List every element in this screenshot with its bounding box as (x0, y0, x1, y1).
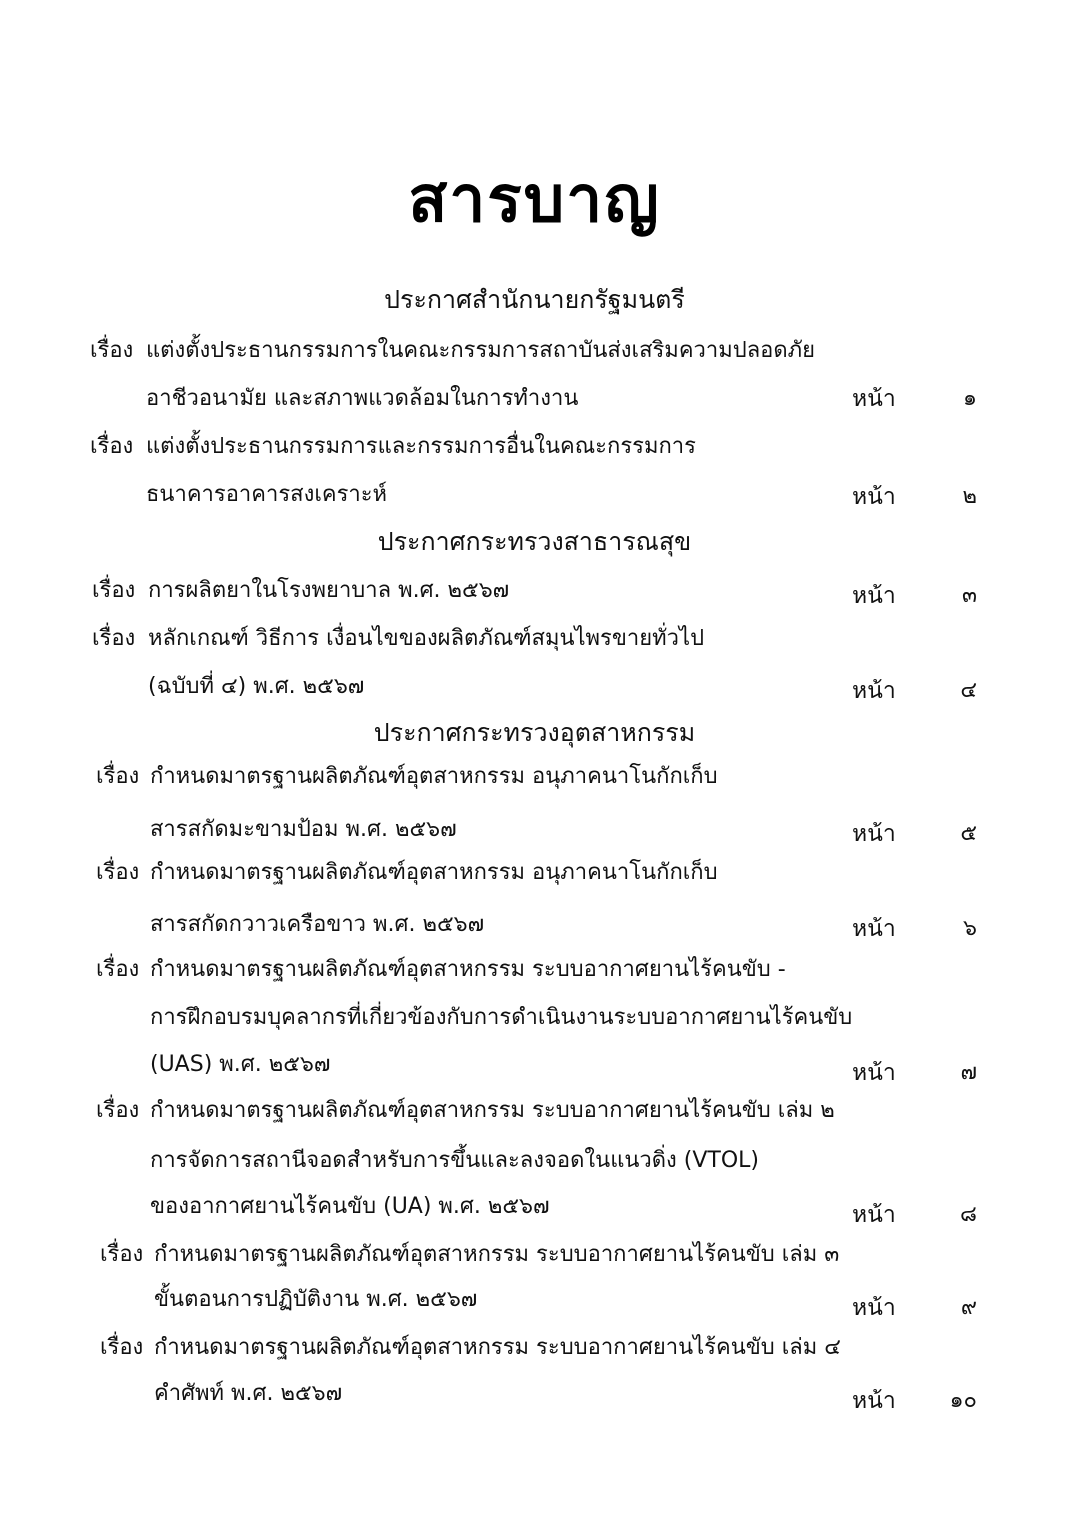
entry-title-line: กำหนดมาตรฐานผลิตภัณฑ์อุตสาหกรรม ระบบอากาศยานไร้คนขับ - (150, 957, 786, 982)
entry-title-line: สารสกัดมะขามป้อม พ.ศ. ๒๕๖๗ (150, 817, 457, 842)
page-word: หน้า (852, 484, 896, 510)
entry-title-line: กำหนดมาตรฐานผลิตภัณฑ์อุตสาหกรรม ระบบอากาศยานไร้คนขับ เล่ม ๒ (150, 1098, 835, 1123)
page-word: หน้า (852, 678, 896, 704)
entry-title-line: กำหนดมาตรฐานผลิตภัณฑ์อุตสาหกรรม อนุภาคนาโนกักเก็บ (150, 764, 718, 789)
entry-title-line: สารสกัดกวาวเครือขาว พ.ศ. ๒๕๖๗ (150, 912, 485, 937)
page-number: ๓ (961, 583, 977, 608)
entry-title-line: การฝึกอบรมบุคลากรที่เกี่ยวข้องกับการดำเนินงานระบบอากาศยานไร้คนขับ (150, 1005, 853, 1030)
page-number: ๒ (962, 484, 977, 509)
page-number: ๖ (963, 916, 977, 941)
entry-label: เรื่อง (96, 1098, 140, 1123)
entry-title-line: (UAS) พ.ศ. ๒๕๖๗ (150, 1052, 331, 1077)
entry-title-line: ขั้นตอนการปฏิบัติงาน พ.ศ. ๒๕๖๗ (154, 1287, 478, 1312)
entry-label: เรื่อง (92, 578, 136, 603)
entry-title-line: กำหนดมาตรฐานผลิตภัณฑ์อุตสาหกรรม ระบบอากาศยานไร้คนขับ เล่ม ๔ (154, 1335, 841, 1360)
page-number: ๑ (963, 386, 977, 411)
page-word: หน้า (852, 916, 896, 942)
page-word: หน้า (852, 583, 896, 609)
entry-label: เรื่อง (96, 860, 140, 885)
entry-title-line: ของอากาศยานไร้คนขับ (UA) พ.ศ. ๒๕๖๗ (150, 1194, 550, 1219)
entry-title-line: คำศัพท์ พ.ศ. ๒๕๖๗ (154, 1381, 343, 1406)
entry-title-line: กำหนดมาตรฐานผลิตภัณฑ์อุตสาหกรรม อนุภาคนาโนกักเก็บ (150, 860, 718, 885)
entry-label: เรื่อง (90, 434, 134, 459)
page-title: สารบาญ (408, 162, 661, 237)
page-number: ๗ (960, 1060, 977, 1085)
entry-title-line: แต่งตั้งประธานกรรมการและกรรมการอื่นในคณะกรรมการ (146, 434, 696, 459)
section-heading: ประกาศกระทรวงอุตสาหกรรม (373, 718, 696, 747)
entry-title-line: หลักเกณฑ์ วิธีการ เงื่อนไขของผลิตภัณฑ์สมุนไพรขายทั่วไป (148, 626, 705, 651)
entry-label: เรื่อง (92, 626, 136, 651)
page-word: หน้า (852, 1202, 896, 1228)
entry-title-line: (ฉบับที่ ๔) พ.ศ. ๒๕๖๗ (148, 674, 365, 699)
page-word: หน้า (852, 1295, 896, 1321)
page-word: หน้า (852, 386, 896, 412)
entry-title-line: กำหนดมาตรฐานผลิตภัณฑ์อุตสาหกรรม ระบบอากาศยานไร้คนขับ เล่ม ๓ (154, 1242, 840, 1267)
page-word: หน้า (852, 1060, 896, 1086)
entry-title-line: อาชีวอนามัย และสภาพแวดล้อมในการทำงาน (146, 386, 579, 411)
section-heading: ประกาศกระทรวงสาธารณสุข (377, 527, 692, 556)
entry-label: เรื่อง (96, 764, 140, 789)
entry-label: เรื่อง (90, 338, 134, 363)
entry-title-line: แต่งตั้งประธานกรรมการในคณะกรรมการสถาบันส่งเสริมความปลอดภัย (146, 338, 816, 363)
entry-label: เรื่อง (100, 1242, 144, 1267)
page-number: ๕ (960, 821, 977, 846)
page-word: หน้า (852, 1388, 896, 1414)
page-number: ๔ (960, 678, 977, 703)
entry-label: เรื่อง (100, 1335, 144, 1360)
section-heading: ประกาศสำนักนายกรัฐมนตรี (384, 285, 685, 314)
page-number: ๙ (960, 1295, 977, 1320)
entry-title-line: การผลิตยาในโรงพยาบาล พ.ศ. ๒๕๖๗ (148, 578, 510, 603)
page-number: ๘ (960, 1202, 977, 1227)
entry-title-line: การจัดการสถานีจอดสำหรับการขึ้นและลงจอดในแนวดิ่ง (VTOL) (150, 1148, 760, 1173)
entry-label: เรื่อง (96, 957, 140, 982)
page-word: หน้า (852, 821, 896, 847)
page-number: ๑๐ (949, 1388, 977, 1413)
entry-title-line: ธนาคารอาคารสงเคราะห์ (146, 482, 388, 507)
